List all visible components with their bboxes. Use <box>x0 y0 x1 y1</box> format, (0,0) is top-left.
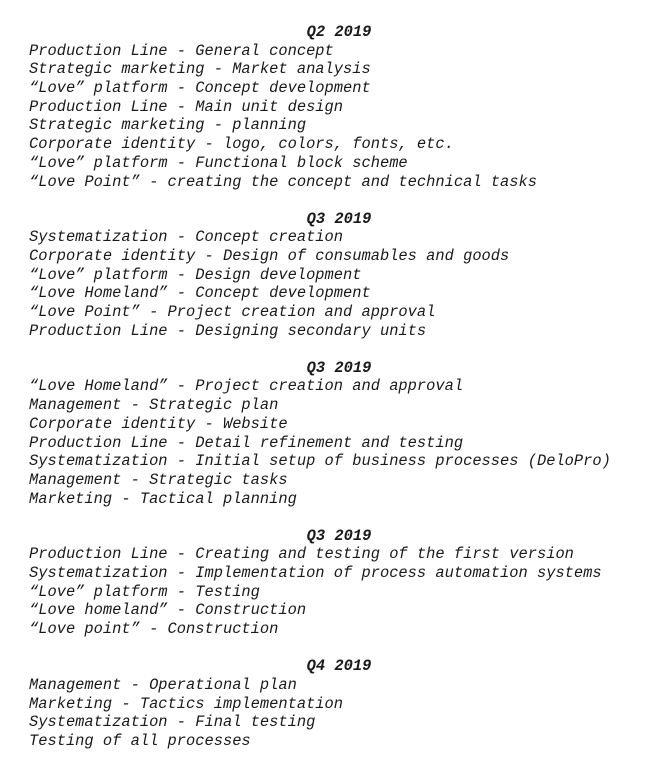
roadmap-section-q3-2019-a <box>29 210 653 341</box>
task-line: “Love” platform - Functional block scheme <box>29 153 408 172</box>
task-line: Management - Strategic tasks <box>29 470 288 489</box>
task-line: Marketing - Tactics implementation <box>29 694 344 713</box>
section-task-list <box>29 377 653 508</box>
task-line: Strategic marketing - Market analysis <box>29 60 371 79</box>
section-task-list <box>29 42 653 192</box>
task-line: Corporate identity - logo, colors, fonts, etc. <box>29 135 454 154</box>
task-line: “Love” platform - Testing <box>29 582 260 601</box>
task-line: Management - Strategic plan <box>29 396 279 415</box>
task-line: Corporate identity - Design of consumables and goods <box>29 246 510 265</box>
roadmap-section-q3-2019-c <box>29 527 653 639</box>
section-task-list <box>29 228 653 340</box>
task-line: Systematization - Concept creation <box>29 228 344 247</box>
section-heading: Q3 2019 <box>306 358 372 377</box>
roadmap-document <box>29 23 653 769</box>
task-line: “Love homeland” - Construction <box>29 601 307 620</box>
section-heading: Q3 2019 <box>306 526 372 545</box>
task-line: Production Line - Designing secondary units <box>29 321 427 340</box>
task-line: “Love Point” - Project creation and approval <box>29 303 436 322</box>
section-task-list <box>29 545 653 638</box>
task-line: “Love Homeland” - Project creation and approval <box>29 377 464 396</box>
roadmap-section-q3-2019-b <box>29 359 653 509</box>
task-line: Systematization - Initial setup of business processes (DeloPro) <box>29 452 611 471</box>
section-heading: Q4 2019 <box>306 657 372 676</box>
task-line: “Love point” - Construction <box>29 620 279 639</box>
task-line: “Love” platform - Design development <box>29 265 362 284</box>
task-line: Systematization - Implementation of process automation systems <box>29 564 602 583</box>
task-line: Production Line - Creating and testing of the first version <box>29 545 574 564</box>
task-line: “Love Homeland” - Concept development <box>29 284 371 303</box>
task-line: Systematization - Final testing <box>29 713 316 732</box>
section-heading: Q3 2019 <box>306 209 372 228</box>
task-line: “Love” platform - Concept development <box>29 79 371 98</box>
task-line: Testing of all processes <box>29 731 251 750</box>
roadmap-section-q2-2019 <box>29 23 653 191</box>
task-line: Production Line - Main unit design <box>29 97 344 116</box>
task-line: “Love Point” - creating the concept and technical tasks <box>29 172 537 191</box>
task-line: Production Line - Detail refinement and testing <box>29 433 464 452</box>
section-heading: Q2 2019 <box>306 23 372 41</box>
roadmap-section-q4-2019 <box>29 657 653 750</box>
task-line: Strategic marketing - planning <box>29 116 307 135</box>
section-task-list <box>29 676 653 751</box>
task-line: Marketing - Tactical planning <box>29 489 297 508</box>
task-line: Corporate identity - Website <box>29 414 288 433</box>
task-line: Management - Operational plan <box>29 675 297 694</box>
task-line: Production Line - General concept <box>29 41 334 60</box>
